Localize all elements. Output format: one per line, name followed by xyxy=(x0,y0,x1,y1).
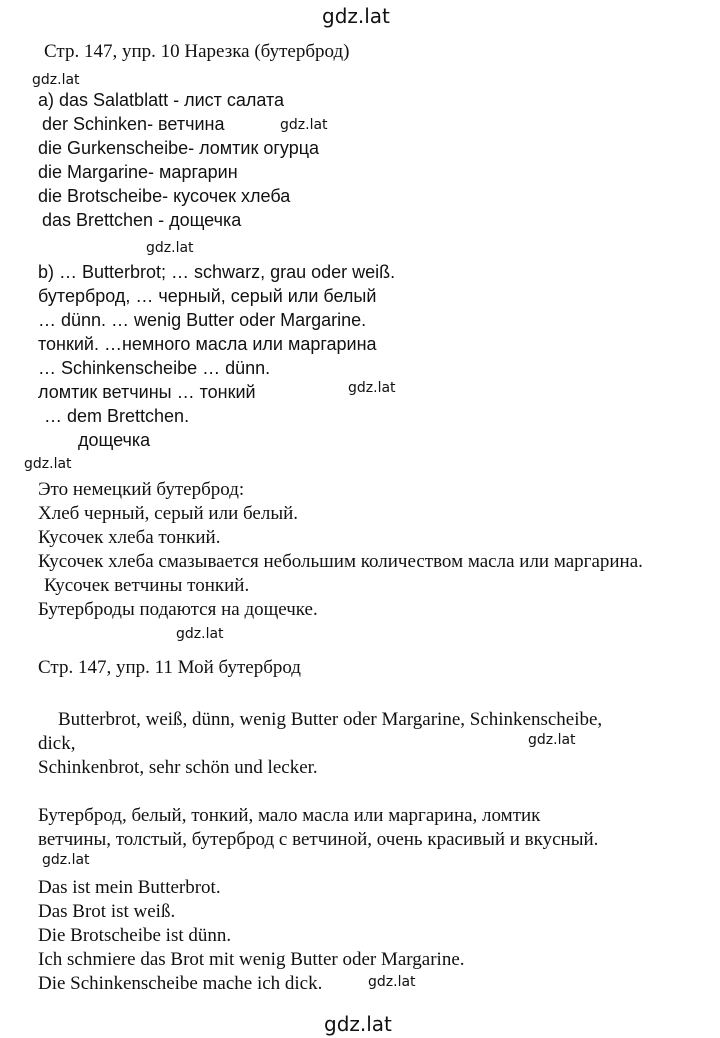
watermark-bottom: gdz.lat xyxy=(324,1012,392,1036)
translation-line: Кусочек хлеба тонкий. xyxy=(38,527,221,548)
russian-words-line: ветчины, толстый, бутерброд с ветчиной, очень красивый и вкусный. xyxy=(38,829,599,850)
part-b-line: … dem Brettchen. xyxy=(44,406,190,426)
text-line: Ich schmiere das Brot mit wenig Butter oder Margarine. xyxy=(38,949,465,970)
translation-line: Хлеб черный, серый или белый. xyxy=(38,503,299,524)
vocab-line: a) das Salatblatt - лист салата xyxy=(38,90,285,110)
vocab-line: die Gurkenscheibe- ломтик огурца xyxy=(38,138,320,158)
vocab-line: die Brotscheibe- кусочек хлеба xyxy=(38,186,291,206)
german-words-line: Schinkenbrot, sehr schön und lecker. xyxy=(38,757,318,778)
german-words-line: dick, xyxy=(38,733,76,754)
watermark: gdz.lat xyxy=(42,852,90,868)
watermark: gdz.lat xyxy=(280,117,328,133)
translation-line: Бутерброды подаются на дощечке. xyxy=(38,599,318,620)
watermark: gdz.lat xyxy=(348,380,396,396)
part-b-line: ломтик ветчины … тонкий xyxy=(38,382,256,402)
text-line: Die Schinkenscheibe mache ich dick. xyxy=(38,973,323,994)
part-b-line: дощечка xyxy=(78,430,151,450)
watermark: gdz.lat xyxy=(146,240,194,256)
translation-line: Это немецкий бутерброд: xyxy=(38,479,245,500)
watermark: gdz.lat xyxy=(32,72,80,88)
part-b-line: b) … Butterbrot; … schwarz, grau oder weiß. xyxy=(38,262,396,282)
watermark: gdz.lat xyxy=(176,626,224,642)
vocab-line: der Schinken- ветчина xyxy=(42,114,225,134)
text-line: Das ist mein Butterbrot. xyxy=(38,877,221,898)
part-b-line: … Schinkenscheibe … dünn. xyxy=(38,358,271,378)
exercise-10-heading: Стр. 147, упр. 10 Нарезка (бутерброд) xyxy=(44,41,350,62)
exercise-11-heading: Стр. 147, упр. 11 Мой бутерброд xyxy=(38,657,301,678)
watermark: gdz.lat xyxy=(24,456,72,472)
watermark: gdz.lat xyxy=(528,732,576,748)
translation-line: Кусочек хлеба смазывается небольшим количеством масла или маргарина. xyxy=(38,551,643,572)
part-b-line: … dünn. … wenig Butter oder Margarine. xyxy=(38,310,367,330)
part-b-line: бутерброд, … черный, серый или белый xyxy=(38,286,377,306)
vocab-line: die Margarine- маргарин xyxy=(38,162,238,182)
vocab-line: das Brettchen - дощечка xyxy=(42,210,242,230)
text-line: Die Brotscheibe ist dünn. xyxy=(38,925,232,946)
german-words-line: Butterbrot, weiß, dünn, wenig Butter oder Margarine, Schinkenscheibe, xyxy=(58,709,603,730)
part-b-line: тонкий. …немного масла или маргарина xyxy=(38,334,377,354)
watermark-top: gdz.lat xyxy=(322,4,390,28)
translation-line: Кусочек ветчины тонкий. xyxy=(44,575,250,596)
russian-words-line: Бутерброд, белый, тонкий, мало масла или маргарина, ломтик xyxy=(38,805,541,826)
text-line: Das Brot ist weiß. xyxy=(38,901,176,922)
watermark: gdz.lat xyxy=(368,974,416,990)
